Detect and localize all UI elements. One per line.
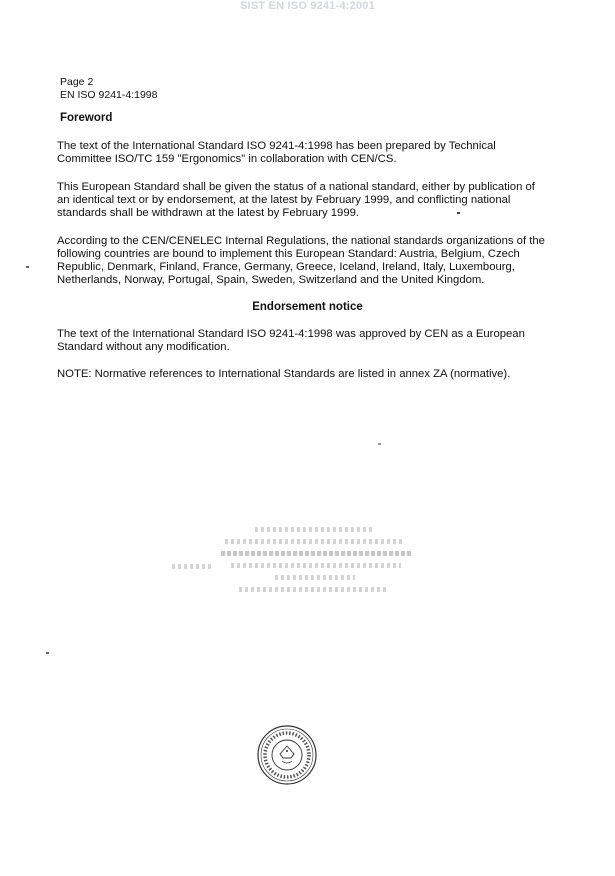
foreword-heading: Foreword: [60, 112, 113, 124]
note-paragraph: NOTE: Normative references to International Standards are listed in annex ZA (normative).: [57, 368, 511, 380]
foreword-paragraph-3: According to the CEN/CENELEC Internal Regulations, the national standards organizations of the following countries are bound to implement this European Standard: Austria, Belgium, Czech Republic, Denmark, Finland, France, Germany, Greece, Iceland, Ireland, Italy, Luxembourg, Netherlands, Norway, Portugal, Spain, Sweden, Switzerland and the United Kingdom.: [57, 235, 545, 286]
page-number: Page 2: [60, 76, 94, 88]
scan-speck: [26, 266, 29, 268]
scan-speck: [46, 652, 49, 654]
official-seal-icon: [256, 724, 318, 786]
foreword-paragraph-2: This European Standard shall be given the status of a national standard, either by publication of an identical text or by endorsement, at the latest by February 1999, and conflicting national standards shall be withdrawn at the latest by February 1999.: [57, 181, 535, 219]
endorsement-heading: Endorsement notice: [252, 301, 363, 313]
faded-mark-icon: [172, 560, 212, 574]
standard-number: EN ISO 9241-4:1998: [60, 89, 158, 101]
foreword-paragraph-1: The text of the International Standard ISO 9241-4:1998 has been prepared by Technical Committee ISO/TC 159 "Ergonomics" in collaboration with CEN/CS.: [57, 140, 496, 165]
faded-stamp-icon: [215, 520, 415, 610]
scan-speck: [457, 212, 460, 214]
scan-speck: [378, 443, 381, 445]
watermark: SIST EN ISO 9241-4:2001: [240, 0, 375, 12]
endorsement-paragraph: The text of the International Standard ISO 9241-4:1998 was approved by CEN as a European Standard without any modification.: [57, 328, 525, 353]
